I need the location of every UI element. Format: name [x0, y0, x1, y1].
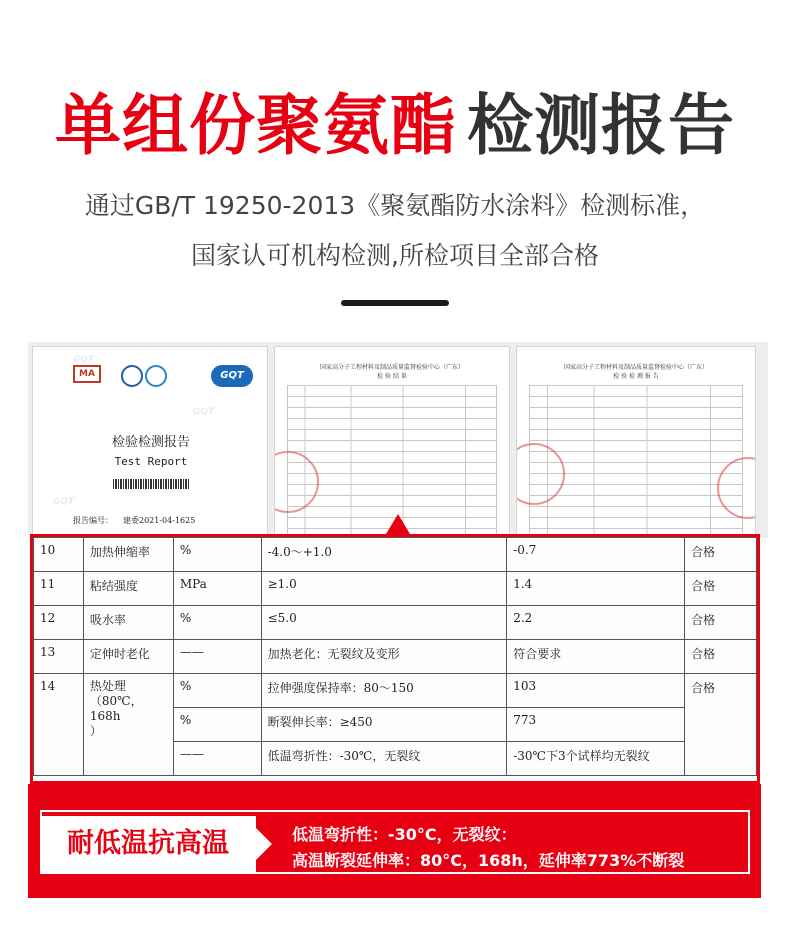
cnas-logo-icon — [145, 365, 167, 387]
unit: % — [173, 674, 261, 708]
test-item: 粘结强度 — [83, 572, 173, 606]
requirement: 加热老化：无裂纹及变形 — [261, 640, 507, 674]
ma-logo-icon: MA — [73, 365, 101, 383]
gqt-watermark-icon: GQT — [73, 355, 95, 365]
results-header-line-1: 国家高分子工程材料及制品质量监督检验中心（广东） — [319, 364, 464, 371]
requirement: -4.0～+1.0 — [261, 538, 507, 572]
unit: —— — [173, 742, 261, 776]
test-item: 加热伸缩率 — [83, 538, 173, 572]
arrow-right-icon — [256, 828, 272, 860]
result: 103 — [507, 674, 685, 708]
feature-line-1: 低温弯折性：-30°C，无裂纹： — [292, 825, 517, 844]
results-table — [33, 537, 757, 776]
cover-title: 检验检测报告 — [111, 435, 190, 450]
report-header-line-2: 检 验 检 测 报 告 — [613, 373, 659, 380]
judgement: 合格 — [685, 640, 757, 674]
row-number: 14 — [34, 674, 84, 776]
test-item: 吸水率 — [83, 606, 173, 640]
results-page-header — [275, 363, 509, 381]
title-red-part: 单组份聚氨酯 — [55, 87, 457, 164]
judgement: 合格 — [685, 674, 757, 776]
report-number — [73, 515, 195, 526]
feature-badge: 耐低温抗高温 — [40, 816, 256, 872]
unit: MPa — [173, 572, 261, 606]
cover-subtitle: Test Report — [114, 455, 188, 468]
report-header-line-1: 国家高分子工程材料及制品质量监督检验中心（广东） — [563, 364, 708, 371]
result: 773 — [507, 708, 685, 742]
table-row — [34, 640, 757, 674]
table-row — [34, 674, 757, 708]
gqt-watermark-icon: GQT — [53, 497, 75, 507]
judgement: 合格 — [685, 538, 757, 572]
subtitle-line-1: 通过GB/T 19250-2013《聚氨酯防水涂料》检测标准， — [84, 191, 706, 220]
results-header-line-2: 检 验 结 果 — [377, 373, 407, 380]
requirement: ≥1.0 — [261, 572, 507, 606]
zoom-pointer-icon — [386, 514, 410, 534]
report-page-thumbnail[interactable] — [516, 346, 756, 536]
judgement: 合格 — [685, 572, 757, 606]
table-row — [34, 606, 757, 640]
unit: % — [173, 606, 261, 640]
judgement: 合格 — [685, 606, 757, 640]
certification-logos — [43, 365, 259, 405]
table-row — [34, 538, 757, 572]
results-page-thumbnail[interactable] — [274, 346, 510, 536]
gqt-logo-icon: GQT — [211, 365, 253, 387]
report-number-value: 建委2021-04-1625 — [123, 516, 196, 525]
report-page-header — [517, 363, 755, 381]
requirement: 断裂伸长率：≥450 — [261, 708, 507, 742]
gqt-watermark-icon: GQT — [193, 407, 215, 417]
result: 1.4 — [507, 572, 685, 606]
result: 2.2 — [507, 606, 685, 640]
result: -0.7 — [507, 538, 685, 572]
report-cover-thumbnail[interactable] — [32, 346, 268, 536]
requirement: 拉伸强度保持率：80～150 — [261, 674, 507, 708]
result: 符合要求 — [507, 640, 685, 674]
row-number: 10 — [34, 538, 84, 572]
barcode-icon — [113, 479, 189, 489]
row-number: 11 — [34, 572, 84, 606]
results-mini-table — [287, 385, 497, 535]
unit: % — [173, 538, 261, 572]
requirement: ≤5.0 — [261, 606, 507, 640]
feature-line-2: 高温断裂延伸率：80°C，168h，延伸率773%不断裂 — [292, 851, 685, 870]
divider — [341, 300, 449, 306]
row-number: 13 — [34, 640, 84, 674]
zoomed-results-table — [30, 534, 760, 784]
subtitle-line-2: 国家认可机构检测,所检项目全部合格 — [191, 241, 599, 270]
ilac-logo-icon — [121, 365, 143, 387]
test-item: 定伸时老化 — [83, 640, 173, 674]
unit: % — [173, 708, 261, 742]
result: -30℃下3个试样均无裂纹 — [507, 742, 685, 776]
unit: —— — [173, 640, 261, 674]
table-row — [34, 572, 757, 606]
title-dark-part: 检测报告 — [467, 87, 735, 164]
page-title — [0, 72, 790, 167]
report-number-label: 报告编号： — [73, 516, 113, 525]
row-number: 12 — [34, 606, 84, 640]
requirement: 低温弯折性：-30℃，无裂纹 — [261, 742, 507, 776]
test-item: 热处理 （80℃，168h ） — [83, 674, 173, 776]
